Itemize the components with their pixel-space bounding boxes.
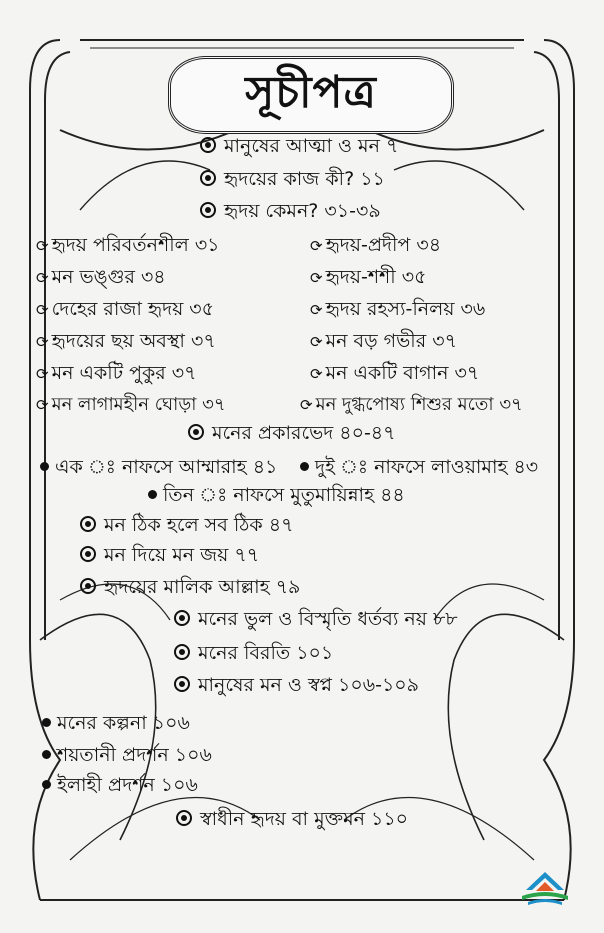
ring-bullet-icon: [174, 610, 190, 626]
toc-subitem: ⟳ মন দুগ্ধপোষ্য শিশুর মতো ৩৭: [300, 394, 523, 415]
toc-heading: মনের প্রকারভেদ ৪০-৪৭: [188, 420, 396, 446]
toc-type-item: এক ঃ নাফসে আম্মারাহ ৪১: [40, 454, 277, 480]
swirl-bullet-icon: ⟳: [310, 301, 323, 319]
toc-subitem: ⟳ দেহের রাজা হৃদয় ৩৫: [36, 298, 214, 320]
dot-bullet-icon: [148, 490, 157, 499]
dot-bullet-icon: [42, 780, 51, 789]
ring-bullet-icon: [200, 170, 216, 186]
page-title: সূচীপত্র: [245, 66, 377, 118]
ring-bullet-icon: [188, 424, 204, 440]
toc-heading: হৃদয় কেমন? ৩১-৩৯: [200, 198, 381, 224]
toc-dream-item: ইলাহী প্রদর্শন ১০৬: [42, 772, 198, 798]
ring-bullet-icon: [80, 516, 96, 532]
ring-bullet-icon: [174, 676, 190, 692]
swirl-bullet-icon: ⟳: [36, 365, 49, 383]
toc-subitem: ⟳ মন একটি বাগান ৩৭: [310, 362, 480, 384]
swirl-bullet-icon: ⟳: [310, 269, 323, 287]
swirl-bullet-icon: ⟳: [310, 333, 323, 351]
dot-bullet-icon: [40, 462, 49, 471]
toc-subitem: ⟳ মন লাগামহীন ঘোড়া ৩৭: [36, 394, 226, 415]
toc-subitem: ⟳ মন ভঙ্গুর ৩৪: [36, 266, 166, 288]
ring-bullet-icon: [80, 546, 96, 562]
ring-bullet-icon: [200, 202, 216, 218]
toc-heading: মন দিয়ে মন জয় ৭৭: [80, 542, 259, 568]
toc-heading: মনের বিরতি ১০১: [174, 640, 333, 666]
ring-bullet-icon: [174, 644, 190, 660]
toc-subitem: ⟳ মন বড় গভীর ৩৭: [310, 330, 457, 352]
publisher-logo-icon: [518, 870, 572, 908]
toc-heading: হৃদয়ের মালিক আল্লাহ ৭৯: [80, 574, 300, 600]
toc-dream-item: শয়তানী প্রদর্শন ১০৬: [42, 742, 212, 768]
toc-subitem: ⟳ হৃদয় রহস্য-নিলয় ৩৬: [310, 298, 486, 320]
swirl-bullet-icon: ⟳: [310, 365, 323, 383]
toc-subitem: ⟳ হৃদয় পরিবর্তনশীল ৩১: [36, 234, 220, 256]
swirl-bullet-icon: ⟳: [36, 301, 49, 319]
swirl-bullet-icon: ⟳: [310, 237, 323, 255]
toc-heading: মানুষের মন ও স্বপ্ন ১০৬-১০৯: [174, 672, 419, 698]
ring-bullet-icon: [176, 810, 192, 826]
swirl-bullet-icon: ⟳: [36, 333, 49, 351]
ring-bullet-icon: [200, 137, 216, 153]
title-box: [168, 56, 454, 134]
toc-subitem: ⟳ মন একটি পুকুর ৩৭: [36, 362, 197, 384]
toc-type-item: দুই ঃ নাফসে লাওয়ামাহ ৪৩: [300, 454, 538, 480]
toc-heading: মন ঠিক হলে সব ঠিক ৪৭: [80, 512, 293, 538]
toc-subitem: ⟳ হৃদয়-শশী ৩৫: [310, 266, 427, 288]
swirl-bullet-icon: ⟳: [36, 269, 49, 287]
toc-type-item: তিন ঃ নাফসে মুতুমায়িন্নাহ ৪৪: [148, 482, 405, 508]
dot-bullet-icon: [300, 462, 309, 471]
swirl-bullet-icon: ⟳: [36, 396, 49, 414]
toc-heading: মানুষের আত্মা ও মন ৭: [200, 133, 398, 159]
dot-bullet-icon: [42, 750, 51, 759]
swirl-bullet-icon: ⟳: [36, 237, 49, 255]
ring-bullet-icon: [80, 578, 96, 594]
toc-heading: মনের ভুল ও বিস্মৃতি ধর্তব্য নয় ৮৮: [174, 606, 458, 632]
toc-heading: স্বাধীন হৃদয় বা মুক্তমন ১১০: [176, 806, 408, 832]
toc-subitem: ⟳ হৃদয়ের ছয় অবস্থা ৩৭: [36, 330, 216, 352]
dot-bullet-icon: [42, 718, 51, 727]
toc-subitem: ⟳ হৃদয়-প্রদীপ ৩৪: [310, 234, 442, 256]
toc-dream-item: মনের কল্পনা ১০৬: [42, 710, 190, 736]
toc-heading: হৃদয়ের কাজ কী? ১১: [200, 166, 385, 192]
swirl-bullet-icon: ⟳: [300, 396, 313, 414]
